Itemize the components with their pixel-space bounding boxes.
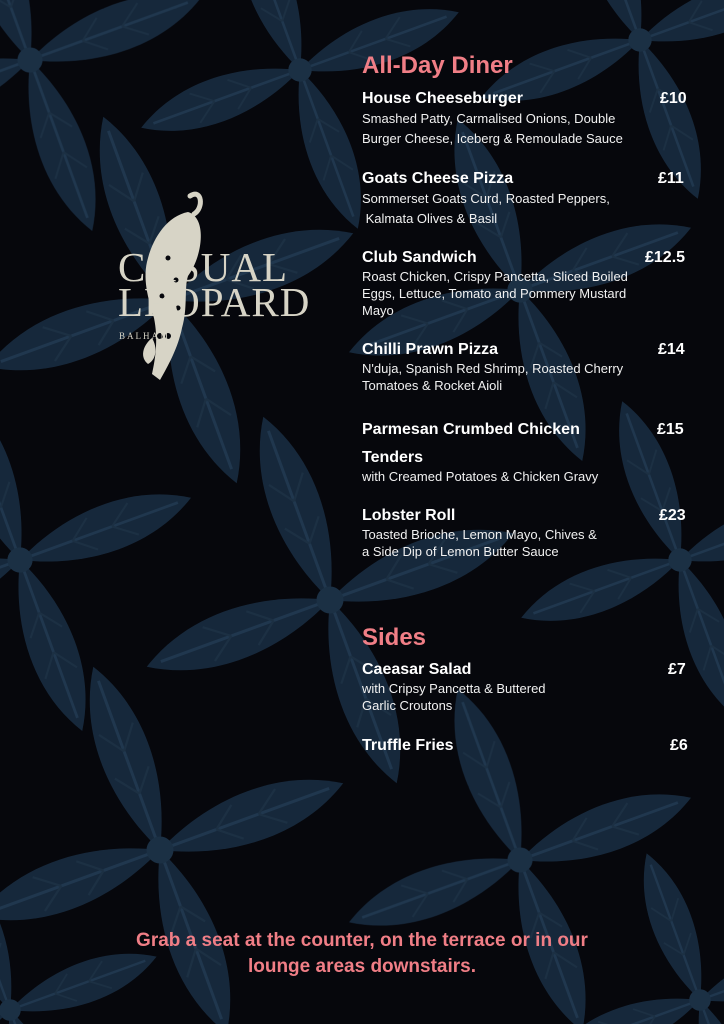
menu-item-price: £7 <box>668 661 686 678</box>
desc-line: Tomatoes & Rocket Aioli <box>362 378 503 393</box>
menu-item-price: £10 <box>660 90 687 107</box>
menu-item-name: Caeasar Salad <box>362 661 472 678</box>
menu-item-name: House Cheeseburger <box>362 90 523 107</box>
section-title-all-day-diner: All-Day Diner <box>362 52 513 79</box>
desc-line: Toasted Brioche, Lemon Mayo, Chives & <box>362 527 597 542</box>
menu-item-description <box>362 189 692 229</box>
menu-item-price: £12.5 <box>645 249 686 266</box>
menu-item-price: £6 <box>670 737 688 754</box>
menu-item-price: £23 <box>659 507 686 524</box>
brand-name-line2: LEOPARD <box>118 279 311 325</box>
desc-line: Roast Chicken, Crispy Pancetta, Sliced Boiled <box>362 269 628 284</box>
menu-item-description <box>362 360 692 394</box>
menu-item-name: Goats Cheese Pizza <box>362 170 514 187</box>
menu-item-price: £11 <box>658 170 684 187</box>
desc-line: Sommerset Goats Curd, Roasted Peppers, <box>362 191 610 206</box>
menu-item <box>362 249 692 319</box>
menu-item-name: Club Sandwich <box>362 249 477 266</box>
menu-item-description <box>362 109 692 149</box>
desc-line: a Side Dip of Lemon Butter Sauce <box>362 544 559 559</box>
desc-line: Smashed Patty, Carmalised Onions, Double <box>362 111 616 126</box>
menu-item-name-continued: Tenders <box>362 449 424 466</box>
desc-line: with Creamed Potatoes & Chicken Gravy <box>362 469 599 484</box>
desc-line: with Cripsy Pancetta & Buttered <box>362 681 546 696</box>
menu-item-description <box>362 468 692 485</box>
footer-line: lounge areas downstairs. <box>247 956 477 977</box>
desc-line: Garlic Croutons <box>362 698 453 713</box>
menu-item <box>362 341 692 394</box>
menu-item-description <box>362 526 692 560</box>
brand-location: BALHAM <box>119 331 171 341</box>
desc-line: Kalmata Olives & Basil <box>362 211 498 226</box>
menu-item <box>362 90 692 149</box>
brand-name-line1: CASUAL <box>118 244 289 290</box>
footer-tagline <box>0 928 724 980</box>
menu-item-description <box>362 268 692 319</box>
menu-item <box>362 170 692 229</box>
desc-line: Burger Cheese, Iceberg & Remoulade Sauce <box>362 131 623 146</box>
menu-item-description <box>362 680 692 714</box>
menu-item-name: Truffle Fries <box>362 737 454 754</box>
menu-item-name: Chilli Prawn Pizza <box>362 341 499 358</box>
desc-line: N'duja, Spanish Red Shrimp, Roasted Cherry <box>362 361 624 376</box>
menu-item-name: Parmesan Crumbed Chicken <box>362 421 580 438</box>
menu-item <box>362 507 692 560</box>
menu-item-name: Lobster Roll <box>362 507 456 524</box>
desc-line: Eggs, Lettuce, Tomato and Pommery Mustard <box>362 286 627 301</box>
section-title-sides: Sides <box>362 624 427 651</box>
menu-item-price: £15 <box>657 421 684 438</box>
menu-item <box>362 421 692 485</box>
menu-item <box>362 737 692 755</box>
menu-item <box>362 661 692 714</box>
desc-line: Mayo <box>362 303 394 318</box>
brand-wordmark <box>118 244 311 341</box>
footer-line: Grab a seat at the counter, on the terrace or in our <box>136 930 588 951</box>
menu-item-price: £14 <box>658 341 685 358</box>
